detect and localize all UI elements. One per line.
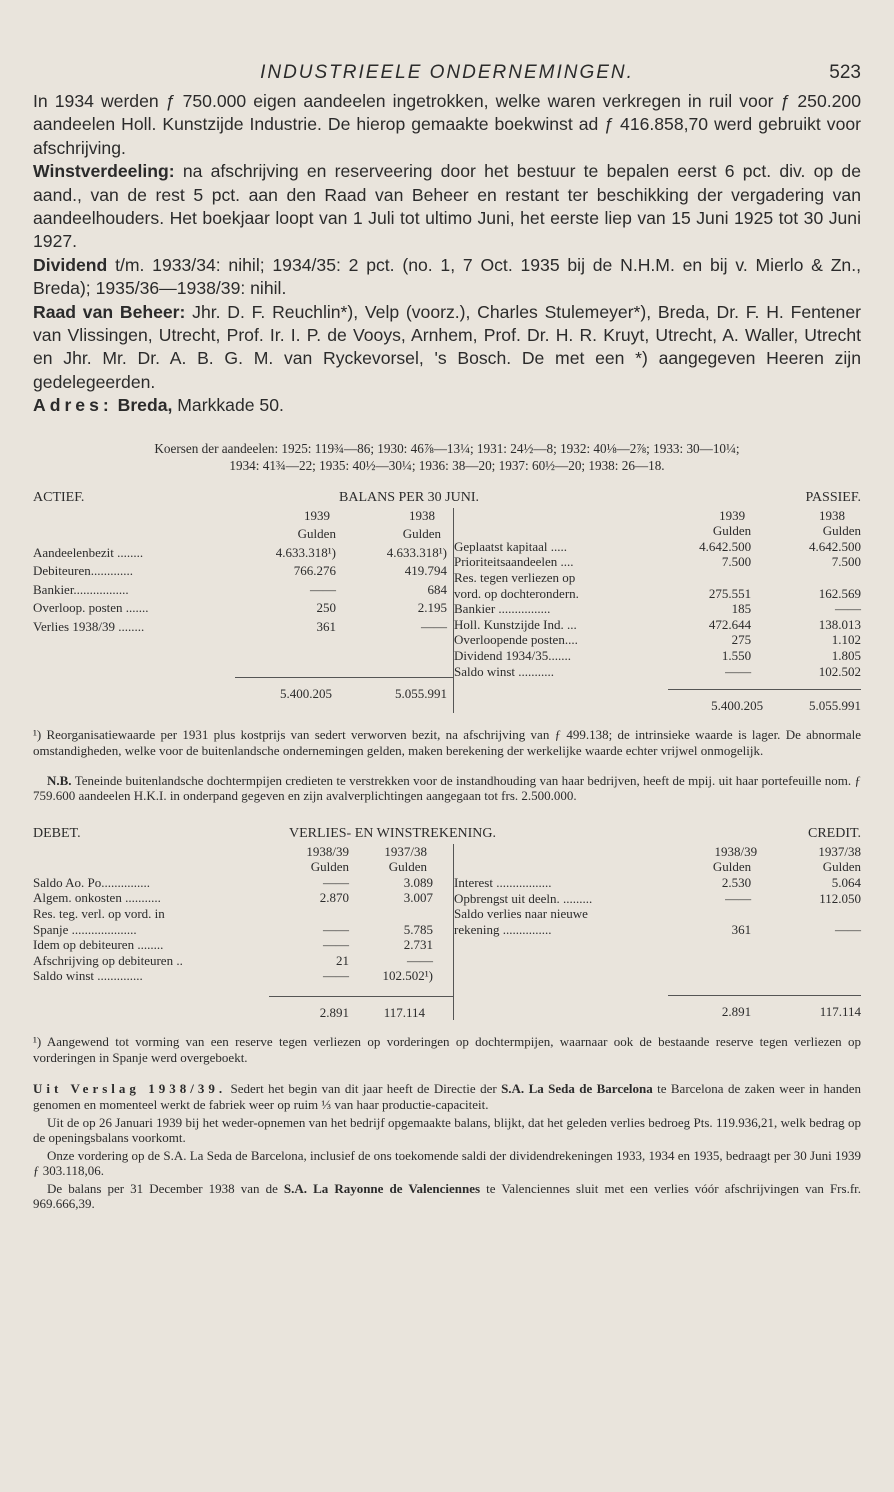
row-label: Dividend 1934/35....... bbox=[454, 648, 571, 664]
paragraph-adres bbox=[33, 394, 861, 417]
row-value: 162.569 bbox=[818, 585, 861, 601]
row-value: 472.644 bbox=[708, 616, 752, 632]
row-value: 7.500 bbox=[721, 554, 752, 570]
row-label: Res. tegen verliezen op bbox=[454, 570, 576, 586]
row-label: Saldo winst ........... bbox=[454, 663, 555, 679]
row-value bbox=[668, 570, 763, 586]
table-row bbox=[33, 619, 453, 638]
row-value: 684 bbox=[427, 581, 447, 597]
row-label: Prioriteitsaandeelen .... bbox=[454, 554, 574, 570]
row-value: 5.064 bbox=[831, 875, 861, 890]
row-value: 5.785 bbox=[403, 921, 433, 937]
table-row bbox=[454, 617, 862, 633]
col-unit: Gulden bbox=[310, 859, 349, 875]
adres-text: Markkade 50. bbox=[172, 395, 284, 416]
intro-text bbox=[33, 90, 861, 418]
row-label: Debiteuren............. bbox=[33, 563, 134, 579]
winstverdeeling-text: na afschrijving en reserveering door het bestuur te bepalen eerst 6 pct. div. op de aand., van de rest 5 pct. aan den Raad van Beheer en restant ter beschikking der vergadering van aandeelhouders. Het boekjaar loopt van 1 Juli tot ultimo Juni, het eerste liep van 15 Juni 1925 tot 30 Juni 1927. bbox=[33, 161, 861, 252]
row-label: Spanje .................... bbox=[33, 921, 137, 937]
row-value bbox=[668, 906, 763, 922]
table-row bbox=[33, 545, 453, 564]
row-value: 4.642.500 bbox=[699, 538, 752, 554]
row-value: 275.551 bbox=[708, 585, 752, 601]
dividend-text: t/m. 1933/34: nihil; 1934/35: 2 pct. (no. 1, 7 Oct. 1935 bij de N.H.M. en bij v. Mierlo & Zn., Breda); 1935/36—1938/39: nihil. bbox=[33, 254, 861, 299]
row-value: 2.530 bbox=[721, 875, 752, 890]
row-label: Geplaatst kapitaal ..... bbox=[454, 538, 567, 554]
credit-total-1938-39: 2.891 bbox=[668, 996, 763, 1020]
verslag-p4 bbox=[33, 1181, 861, 1212]
row-value: —— bbox=[323, 921, 349, 937]
paragraph-winstverdeeling bbox=[33, 160, 861, 254]
koersen-line-2: 1934: 41¾—22; 1935: 40½—30¼; 1936: 38—20; 1937: 60½—20; 1938: 26—18. bbox=[229, 457, 665, 473]
row-value: 112.050 bbox=[819, 890, 861, 906]
table-row bbox=[33, 563, 453, 582]
row-label: Saldo winst .............. bbox=[33, 968, 143, 984]
passief-table bbox=[453, 508, 861, 714]
nb-label: N.B. bbox=[47, 772, 72, 788]
table-row bbox=[454, 906, 862, 922]
row-label: Overloopende posten.... bbox=[454, 632, 578, 648]
col-year: 1938/39 bbox=[714, 843, 758, 859]
passief-total-1939: 5.400.205 bbox=[668, 689, 763, 713]
col-unit: Gulden bbox=[388, 859, 427, 875]
row-value: 2.195 bbox=[417, 600, 447, 616]
verslag-label: Uit Verslag 1938/39. bbox=[33, 1081, 227, 1097]
table-row bbox=[33, 953, 453, 969]
table-row bbox=[454, 922, 862, 938]
nb-text: Teneinde buitenlandsche dochtermpijen credieten te verstrekken voor de instandhouding van haar bedrijven, heeft de mpij. uit haar portefeuille nom. ƒ 759.600 aandeelen H.K.I. in onderpand gegeven en zijn avalverplichtingen aangegaan tot frs. 2.500.000. bbox=[33, 772, 861, 804]
profit-loss-account bbox=[33, 826, 861, 1020]
raad-text: Jhr. D. F. Reuchlin*), Velp (voorz.), Charles Stulemeyer*), Breda, Dr. F. H. Fentener van Vlissingen, Utrecht, Prof. Ir. I. P. de Vooys, Arnhem, Prof. Dr. H. R. Kruyt, Utrecht, A. Waller, Utrecht en Jhr. Mr. Dr. A. B. G. M. van Ryckevorsel, 's Bosch. De met een *) aangegeven Heeren zijn gedelegeerden. bbox=[33, 301, 861, 392]
row-label: Bankier................. bbox=[33, 581, 129, 597]
row-label: Interest ................. bbox=[454, 875, 552, 890]
actief-total-1938: 5.055.991 bbox=[344, 677, 453, 713]
table-row bbox=[454, 632, 862, 648]
row-label: Aandeelenbezit ........ bbox=[33, 544, 144, 560]
row-label: Holl. Kunstzijde Ind. ... bbox=[454, 616, 577, 632]
debet-total-1937-38: 117.114 bbox=[355, 996, 453, 1020]
page-number: 523 bbox=[829, 62, 861, 83]
row-label: Algem. onkosten ........... bbox=[33, 890, 161, 906]
row-value: 7.500 bbox=[831, 554, 861, 570]
balance-sheet bbox=[33, 490, 861, 714]
row-value: —— bbox=[323, 968, 349, 984]
table-row bbox=[454, 586, 862, 602]
row-value: 2.731 bbox=[403, 937, 433, 953]
page-header bbox=[33, 56, 861, 90]
row-value: 361 bbox=[316, 618, 336, 634]
table-row bbox=[454, 891, 862, 907]
col-unit: Gulden bbox=[822, 859, 861, 875]
paragraph-dividend bbox=[33, 254, 861, 301]
row-label: Res. teg. verl. op vord. in bbox=[33, 906, 165, 922]
paragraph-1: In 1934 werden ƒ 750.000 eigen aandeelen ingetrokken, welke waren verkregen in ruil voor ƒ 250.200 aandeelen Holl. Kunstzijde Industrie. De hierop gemaakte boekwinst ad ƒ 416.858,70 werd gebruikt voor afschrijving. bbox=[33, 91, 861, 158]
footnote-1: ¹) Reorganisatiewaarde per 1931 plus kostprijs van sedert verworven bezit, na afschrijving van ƒ 499.138; de intrinsieke waarde is lager. De abnormale omstandigheden, welke voor de buitenlandsche ondernemingen gelden, maken berekening der werkelijke waarde echter vrijwel onmogelijk. bbox=[33, 727, 861, 758]
table-row bbox=[454, 554, 862, 570]
col-year: 1939 bbox=[303, 507, 330, 523]
row-value: 4.642.500 bbox=[809, 538, 861, 554]
table-row bbox=[454, 570, 862, 586]
koersen bbox=[33, 440, 861, 474]
verslag bbox=[33, 1081, 861, 1212]
table-row bbox=[33, 922, 453, 938]
credit-table bbox=[453, 844, 861, 1020]
row-value: 275 bbox=[731, 632, 752, 648]
debet-table bbox=[33, 844, 453, 1020]
debet-total-1938-39: 2.891 bbox=[269, 996, 355, 1020]
row-label: rekening ............... bbox=[454, 921, 552, 937]
row-value: —— bbox=[835, 601, 861, 617]
table-row bbox=[454, 601, 862, 617]
row-value: 1.102 bbox=[831, 632, 861, 648]
row-value: 361 bbox=[731, 921, 752, 937]
row-value: 250 bbox=[316, 600, 336, 616]
balans-title: BALANS PER 30 JUNI. bbox=[339, 489, 480, 505]
col-unit: Gulden bbox=[297, 526, 336, 542]
table-row bbox=[33, 968, 453, 984]
verslag-p1 bbox=[33, 1081, 861, 1112]
row-value: 1.805 bbox=[831, 648, 861, 664]
row-label: Overloop. posten ....... bbox=[33, 600, 149, 616]
row-value: 419.794 bbox=[404, 563, 447, 579]
company-la-rayonne: S.A. La Rayonne de Valenciennes bbox=[283, 1180, 481, 1196]
credit-total-1937-38: 117.114 bbox=[763, 996, 861, 1020]
row-value: 138.013 bbox=[818, 616, 861, 632]
row-value: —— bbox=[323, 874, 349, 890]
verslag-p4b: te Valenciennes sluit met een verlies vóór afschrijvingen van Frs.fr. 969.666,39. bbox=[33, 1180, 862, 1212]
table-row bbox=[454, 648, 862, 664]
row-value: 4.633.318¹) bbox=[386, 544, 447, 560]
row-value: —— bbox=[835, 921, 861, 937]
nb-note bbox=[33, 773, 861, 804]
actief-title: ACTIEF. bbox=[33, 489, 85, 505]
table-row bbox=[454, 539, 862, 555]
raad-label: Raad van Beheer: bbox=[33, 301, 186, 322]
table-row bbox=[33, 906, 453, 922]
vw-title: VERLIES- EN WINSTREKENING. bbox=[289, 825, 496, 841]
col-year: 1937/38 bbox=[384, 843, 427, 859]
footnote-2: ¹) Aangewend tot vorming van een reserve tegen verliezen op vorderingen op dochtermpijen, waarnaar ook de bestaande reserve tegen verliezen op vorderingen in Spanje werd overgeboekt. bbox=[33, 1034, 861, 1065]
adres-city: Breda, bbox=[117, 395, 173, 416]
dividend-label: Dividend bbox=[33, 254, 108, 275]
col-unit: Gulden bbox=[712, 523, 752, 539]
verslag-p4a: De balans per 31 December 1938 van de bbox=[47, 1180, 284, 1196]
actief-table bbox=[33, 508, 453, 714]
table-row bbox=[33, 582, 453, 601]
row-value: 3.007 bbox=[403, 890, 433, 906]
debet-title: DEBET. bbox=[33, 825, 81, 841]
table-row bbox=[33, 875, 453, 891]
row-value: 102.502 bbox=[818, 663, 861, 679]
row-label: Bankier ................ bbox=[454, 601, 551, 617]
row-value: 2.870 bbox=[319, 890, 349, 906]
row-label: Opbrengst uit deeln. ......... bbox=[454, 890, 593, 906]
row-label: Saldo Ao. Po............... bbox=[33, 874, 151, 890]
passief-total-1938: 5.055.991 bbox=[763, 689, 861, 713]
table-row bbox=[33, 600, 453, 619]
row-value: 3.089 bbox=[403, 874, 433, 890]
verslag-p3: Onze vordering op de S.A. La Seda de Barcelona, inclusief de ons toekomende saldi der dividendrekeningen 1933, 1934 en 1935, bedraagt per 30 Juni 1939 ƒ 303.118,06. bbox=[33, 1147, 861, 1179]
table-row bbox=[454, 664, 862, 680]
winstverdeeling-label: Winstverdeeling: bbox=[33, 161, 175, 182]
credit-title: CREDIT. bbox=[807, 825, 861, 841]
company-la-seda: S.A. La Seda de Barcelona bbox=[501, 1081, 653, 1097]
paragraph-raad bbox=[33, 301, 861, 395]
row-value: —— bbox=[421, 618, 447, 634]
row-label: Afschrijving op debiteuren .. bbox=[33, 952, 183, 968]
col-unit: Gulden bbox=[822, 523, 861, 539]
table-row bbox=[454, 875, 862, 891]
row-value: 766.276 bbox=[293, 563, 336, 579]
col-year: 1938/39 bbox=[306, 843, 349, 859]
actief-total-1939: 5.400.205 bbox=[235, 677, 344, 713]
row-value: 102.502¹) bbox=[382, 968, 433, 984]
verslag-p1a: Sedert het begin van dit jaar heeft de Directie der bbox=[226, 1081, 502, 1097]
col-year: 1938 bbox=[409, 507, 435, 523]
row-value: 1.550 bbox=[721, 648, 752, 664]
table-row bbox=[33, 890, 453, 906]
verslag-p2: Uit de op 26 Januari 1939 bij het weder-opnemen van het bedrijf opgemaakte balans, blijkt, dat het geleden verlies bedroeg Pts. 119.936,21, welk bedrag op de openingsbalans voorkomt. bbox=[33, 1114, 861, 1146]
col-year: 1938 bbox=[819, 507, 845, 523]
col-year: 1939 bbox=[719, 507, 746, 523]
row-label: Saldo verlies naar nieuwe bbox=[454, 906, 588, 922]
row-value: —— bbox=[407, 952, 433, 968]
col-unit: Gulden bbox=[712, 859, 752, 875]
table-row bbox=[33, 937, 453, 953]
col-unit: Gulden bbox=[402, 526, 441, 542]
row-value: 21 bbox=[336, 952, 349, 968]
row-value: 4.633.318¹) bbox=[275, 544, 336, 560]
row-value: —— bbox=[323, 937, 349, 953]
row-value: —— bbox=[309, 581, 336, 597]
row-value: 185 bbox=[731, 601, 752, 617]
row-label: vord. op dochterondern. bbox=[454, 585, 579, 601]
verslag-p1b: te Barcelona de zaken weer in handen genomen en momenteel werkt de fabriek weer op ruim ⅓ van haar productie-capaciteit. bbox=[33, 1081, 861, 1112]
row-value: —— bbox=[725, 663, 752, 679]
col-year: 1937/38 bbox=[818, 843, 861, 859]
row-value bbox=[269, 906, 355, 922]
koersen-line-1: Koersen der aandeelen: 1925: 119¾—86; 1930: 46⅞—13¼; 1931: 24½—8; 1932: 40⅛—2⅞; 1933: 30—10¼; bbox=[154, 440, 740, 456]
row-label: Verlies 1938/39 ........ bbox=[33, 618, 145, 634]
passief-title: PASSIEF. bbox=[805, 489, 861, 505]
adres-label: Adres: bbox=[33, 395, 113, 416]
running-title: INDUSTRIEELE ONDERNEMINGEN. bbox=[260, 62, 634, 83]
row-value bbox=[763, 570, 861, 586]
row-value bbox=[763, 906, 861, 922]
row-value: —— bbox=[725, 890, 752, 906]
row-label: Idem op debiteuren ........ bbox=[33, 937, 164, 953]
row-value bbox=[355, 906, 453, 922]
